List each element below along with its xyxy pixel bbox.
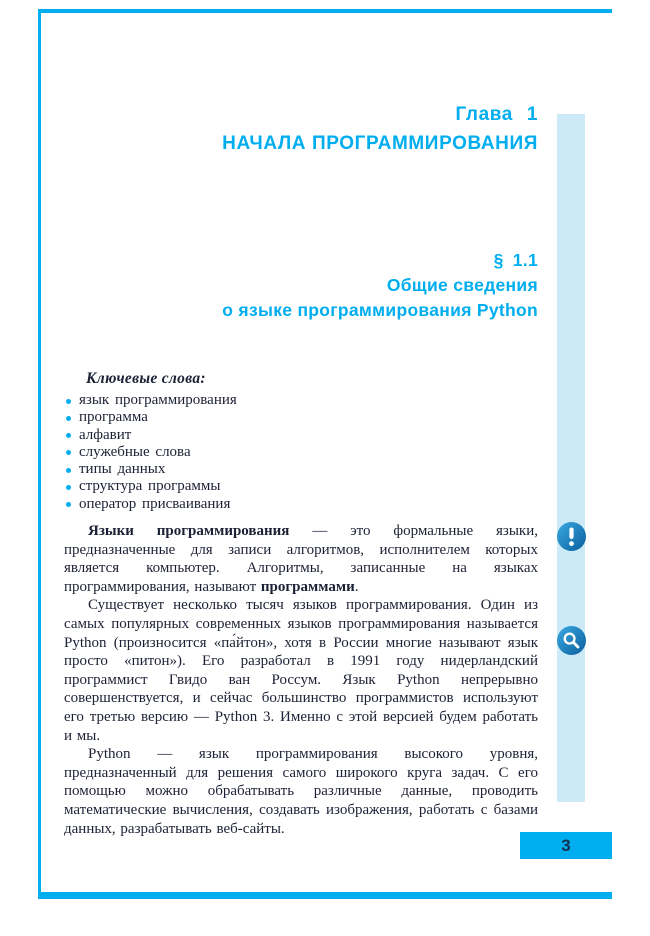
chapter-title: НАЧАЛА ПРОГРАММИРОВАНИЯ <box>222 133 538 154</box>
keyword-item: оператор присваивания <box>64 496 538 513</box>
page-number-box <box>520 832 612 859</box>
text-run: — это формальные языки, предназначенные для записи алгоритмов, исполнителем которых является компьютер. Алгоритмы, записанные на языках программирования, называют <box>64 523 538 595</box>
text-column <box>64 100 538 838</box>
keyword-item: служебные слова <box>64 444 538 461</box>
section-title-line1: Общие сведения <box>386 275 538 295</box>
section-heading <box>64 248 538 323</box>
page-number: 3 <box>561 835 571 855</box>
keyword-item: алфавит <box>64 427 538 444</box>
top-rule <box>38 9 612 13</box>
left-rule <box>38 9 41 899</box>
body-paragraph <box>64 596 538 745</box>
section-number: § 1.1 <box>493 250 538 270</box>
keyword-item: программа <box>64 409 538 426</box>
section-title-line2: о языке программирования Python <box>222 300 538 320</box>
keywords-list <box>64 392 538 513</box>
body-paragraphs <box>64 522 538 838</box>
body-paragraph <box>64 745 538 838</box>
keywords-heading: Ключевые слова: <box>86 370 206 387</box>
text-run: . <box>354 578 359 595</box>
magnifier-icon <box>556 625 587 656</box>
text-run: Python — язык программирования высокого уровня, предназначенный для решения самого широкого круга задач. С его помощью можно обрабатывать различные данные, проводить математические вычисления, создавать изображения, работать с базами данных, разрабатывать веб-сайты. <box>64 746 538 837</box>
text-run: Существует несколько тысяч языков программирования. Один из самых популярных современных языков программирования называется Python (произносится «па́йтон», хотя в России многие называют язык просто «питон»). Его разработал в 1991 году нидерландский программист Гвидо ван Россум. Язык Python непрерывно совершенствуется, и сейчас большинство программистов используют его третью версию — Python 3. Именно с этой версией будем работать и мы. <box>64 597 538 744</box>
body-paragraph <box>64 522 538 596</box>
chapter-label: Глава 1 <box>455 104 538 125</box>
margin-strip <box>557 114 585 802</box>
bold-term: программами <box>260 578 355 595</box>
keyword-item: структура программы <box>64 478 538 495</box>
keywords-block <box>64 369 538 513</box>
keyword-item: язык программирования <box>64 392 538 409</box>
chapter-heading <box>64 100 538 158</box>
bold-term: Языки программирования <box>88 523 290 540</box>
bottom-rule <box>38 892 612 899</box>
keyword-item: типы данных <box>64 461 538 478</box>
exclamation-icon <box>556 521 587 552</box>
